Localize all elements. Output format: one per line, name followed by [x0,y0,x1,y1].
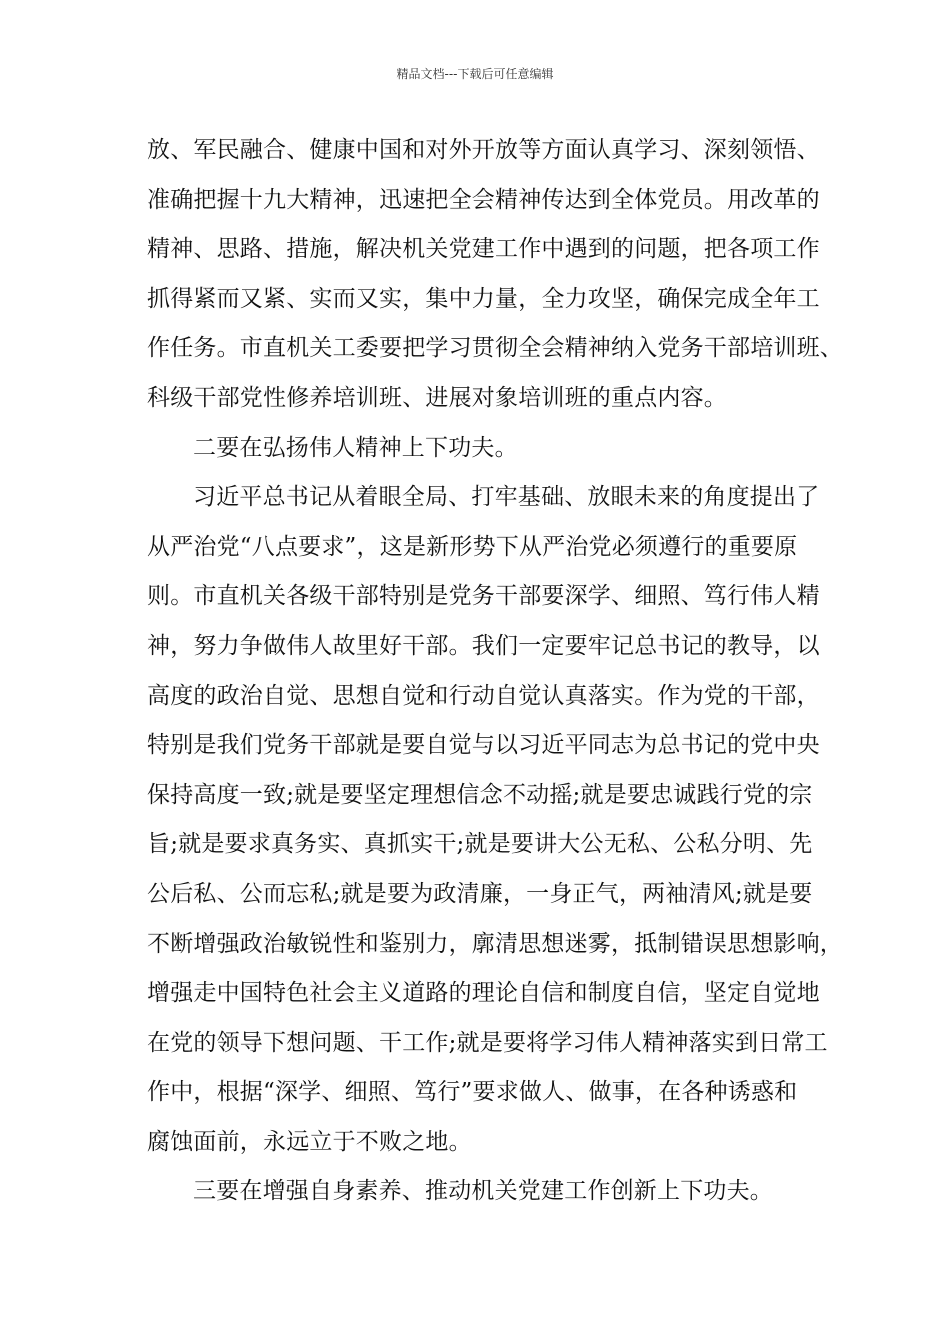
text-line: 特别是我们党务干部就是要自觉与以习近平同志为总书记的党中央 [147,732,820,759]
text-line: 作中，根据“深学、细照、笃行”要求做人、做事，在各种诱惑和 [147,1079,798,1106]
text-line: 增强走中国特色社会主义道路的理论自信和制度自信，坚定自觉地 [147,980,820,1007]
text-line: 保持高度一致;就是要坚定理想信念不动摇;就是要忠诚践行党的宗 [147,781,813,808]
section-heading: 三要在增强自身素养、推动机关党建工作创新上下功夫。 [193,1178,773,1205]
text-line: 习近平总书记从着眼全局、打牢基础、放眼未来的角度提出了 [193,484,820,511]
text-line: 则。市直机关各级干部特别是党务干部要深学、细照、笃行伟人精 [147,583,820,610]
body-text [147,126,843,1217]
text-line: 准确把握十九大精神，迅速把全会精神传达到全体党员。用改革的 [147,186,820,213]
text-line: 不断增强政治敏锐性和鉴别力，廓清思想迷雾，抵制错误思想影响， [147,930,843,957]
text-line: 高度的政治自觉、思想自觉和行动自觉认真落实。作为党的干部， [147,682,820,709]
text-line: 抓得紧而又紧、实而又实，集中力量，全力攻坚，确保完成全年工 [147,285,820,312]
page-header: 精品文档---下载后可任意编辑 [396,67,554,81]
text-line: 放、军民融合、健康中国和对外开放等方面认真学习、深刻领悟、 [147,137,820,163]
text-line: 从严治党“八点要求”，这是新形势下从严治党必须遵行的重要原 [147,533,798,560]
section-heading: 二要在弘扬伟人精神上下功夫。 [193,434,518,461]
text-line: 旨;就是要求真务实、真抓实干;就是要讲大公无私、公私分明、先 [147,831,813,858]
text-line: 精神、思路、措施，解决机关党建工作中遇到的问题，把各项工作 [147,236,820,263]
text-line: 公后私、公而忘私;就是要为政清廉，一身正气，两袖清风;就是要 [147,880,813,907]
text-line: 腐蚀面前，永远立于不败之地。 [147,1128,472,1155]
text-line: 在党的领导下想问题、干工作;就是要将学习伟人精神落实到日常工 [147,1029,828,1056]
text-line: 作任务。市直机关工委要把学习贯彻全会精神纳入党务干部培训班、 [147,335,843,362]
text-line: 神，努力争做伟人故里好干部。我们一定要牢记总书记的教导，以 [147,632,820,659]
text-line: 科级干部党性修养培训班、进展对象培训班的重点内容。 [147,384,727,411]
